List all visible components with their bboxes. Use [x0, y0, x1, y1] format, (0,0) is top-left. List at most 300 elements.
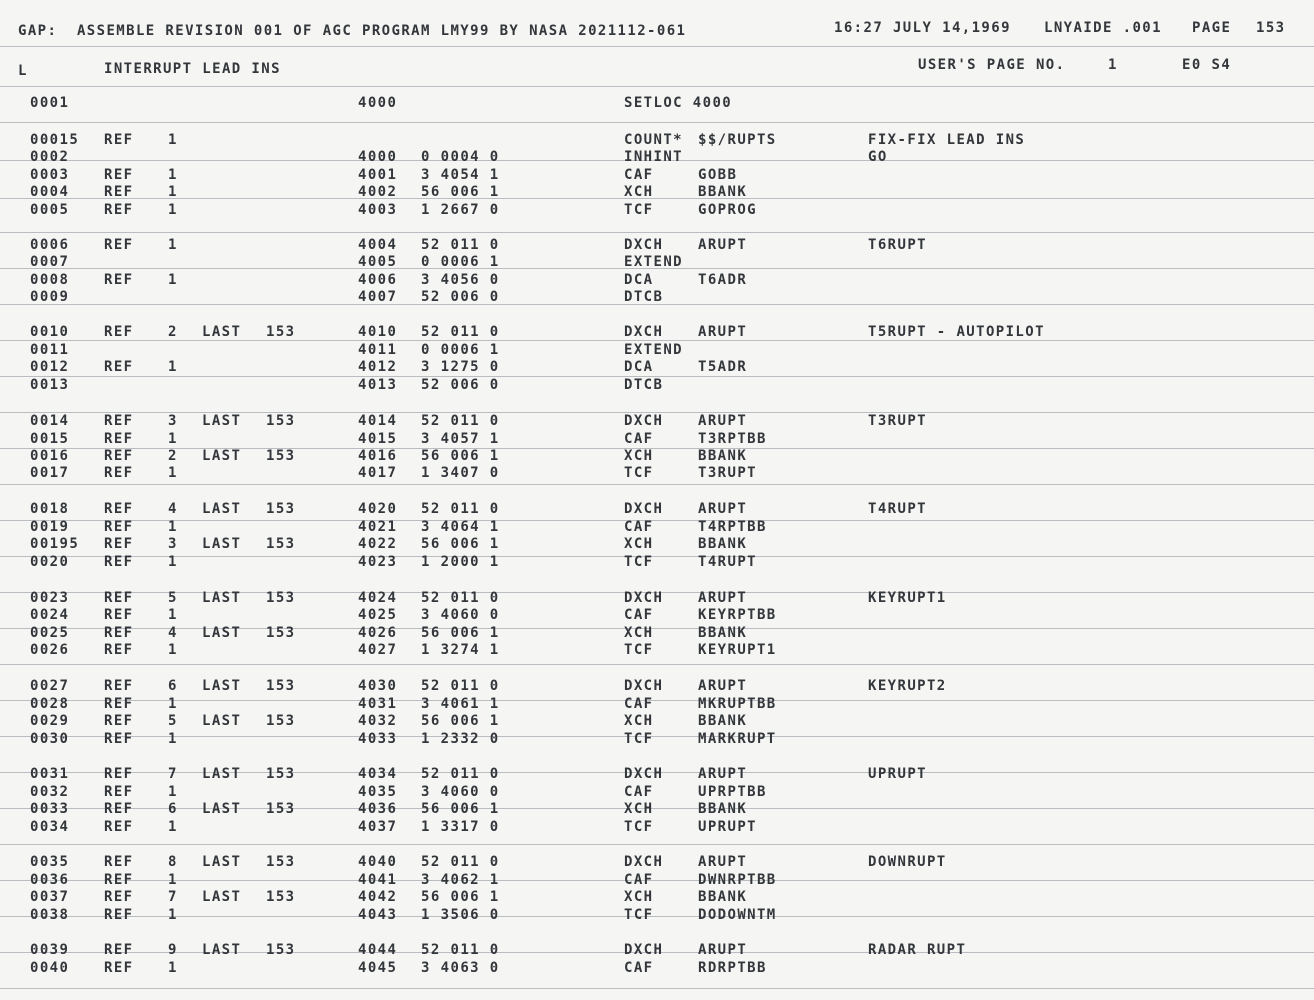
cell-last: LAST [202, 854, 242, 870]
cell-comment: T5RUPT - AUTOPILOT [868, 324, 1045, 340]
cell-addr: 4042 [358, 889, 398, 905]
cell-arg: MKRUPTBB [698, 696, 777, 712]
cell-line: 0004 [30, 184, 70, 200]
cell-addr: 4007 [358, 289, 398, 305]
cell-op: CAF [624, 784, 654, 800]
cell-addr: 4013 [358, 377, 398, 393]
cell-page: 153 [266, 889, 296, 905]
cell-op: INHINT [624, 149, 683, 165]
cell-ref: REF [104, 431, 134, 447]
cell-comment: T4RUPT [868, 501, 927, 517]
left-mark: L [18, 63, 28, 79]
cell-op: SETLOC 4000 [624, 95, 733, 111]
cell-arg: ARUPT [698, 678, 748, 694]
cell-op: COUNT* [624, 132, 683, 148]
cell-line: 0003 [30, 167, 70, 183]
cell-line: 0036 [30, 872, 70, 888]
cell-op: DXCH [624, 324, 664, 340]
cell-line: 0007 [30, 254, 70, 270]
cell-addr: 4010 [358, 324, 398, 340]
cell-ref: REF [104, 413, 134, 429]
cell-page: 153 [266, 854, 296, 870]
cell-arg: RDRPTBB [698, 960, 767, 976]
paper-rule [0, 808, 1314, 809]
cell-line: 0027 [30, 678, 70, 694]
cell-op: DXCH [624, 501, 664, 517]
cell-count: 1 [168, 431, 178, 447]
cell-line: 0014 [30, 413, 70, 429]
cell-page: 153 [266, 766, 296, 782]
cell-ref: REF [104, 184, 134, 200]
cell-addr: 4006 [358, 272, 398, 288]
cell-arg: ARUPT [698, 854, 748, 870]
cell-code: 52 011 0 [421, 501, 500, 517]
cell-code: 1 3317 0 [421, 819, 500, 835]
cell-op: DCA [624, 359, 654, 375]
cell-op: TCF [624, 819, 654, 835]
cell-line: 0015 [30, 431, 70, 447]
cell-addr: 4040 [358, 854, 398, 870]
cell-arg: BBANK [698, 536, 748, 552]
cell-code: 3 4056 0 [421, 272, 500, 288]
cell-op: TCF [624, 465, 654, 481]
cell-arg: DODOWNTM [698, 907, 777, 923]
cell-code: 56 006 1 [421, 448, 500, 464]
cell-arg: T6ADR [698, 272, 748, 288]
cell-line: 0024 [30, 607, 70, 623]
cell-ref: REF [104, 872, 134, 888]
cell-line: 0002 [30, 149, 70, 165]
cell-line: 0011 [30, 342, 70, 358]
cell-count: 1 [168, 519, 178, 535]
cell-comment: FIX-FIX LEAD INS [868, 132, 1026, 148]
cell-addr: 4021 [358, 519, 398, 535]
cell-line: 0016 [30, 448, 70, 464]
cell-ref: REF [104, 678, 134, 694]
cell-code: 56 006 1 [421, 536, 500, 552]
cell-line: 0039 [30, 942, 70, 958]
cell-count: 6 [168, 801, 178, 817]
paper-rule [0, 122, 1314, 123]
cell-addr: 4003 [358, 202, 398, 218]
cell-line: 0030 [30, 731, 70, 747]
cell-count: 1 [168, 132, 178, 148]
cell-ref: REF [104, 237, 134, 253]
paper-rule [0, 556, 1314, 557]
cell-last: LAST [202, 678, 242, 694]
users-page-number: 1 [1108, 57, 1118, 73]
cell-addr: 4033 [358, 731, 398, 747]
cell-code: 3 4063 0 [421, 960, 500, 976]
cell-ref: REF [104, 766, 134, 782]
cell-addr: 4005 [358, 254, 398, 270]
cell-line: 00015 [30, 132, 80, 148]
cell-arg: ARUPT [698, 942, 748, 958]
cell-ref: REF [104, 448, 134, 464]
cell-comment: T3RUPT [868, 413, 927, 429]
cell-addr: 4041 [358, 872, 398, 888]
cell-count: 1 [168, 960, 178, 976]
cell-arg: BBANK [698, 713, 748, 729]
cell-addr: 4002 [358, 184, 398, 200]
cell-ref: REF [104, 942, 134, 958]
cell-ref: REF [104, 359, 134, 375]
cell-line: 0034 [30, 819, 70, 835]
cell-count: 1 [168, 202, 178, 218]
cell-arg: MARKRUPT [698, 731, 777, 747]
cell-count: 3 [168, 536, 178, 552]
cell-code: 1 2332 0 [421, 731, 500, 747]
cell-op: TCF [624, 907, 654, 923]
cell-arg: DWNRPTBB [698, 872, 777, 888]
listing-title: GAP: ASSEMBLE REVISION 001 OF AGC PROGRAM LMY99 BY NASA 2021112-061 [18, 23, 687, 39]
cell-line: 0009 [30, 289, 70, 305]
cell-code: 52 011 0 [421, 324, 500, 340]
cell-page: 153 [266, 801, 296, 817]
cell-code: 52 011 0 [421, 413, 500, 429]
cell-code: 3 4064 1 [421, 519, 500, 535]
cell-arg: GOPROG [698, 202, 757, 218]
cell-count: 1 [168, 237, 178, 253]
cell-addr: 4043 [358, 907, 398, 923]
cell-addr: 4014 [358, 413, 398, 429]
cell-last: LAST [202, 413, 242, 429]
cell-count: 1 [168, 272, 178, 288]
cell-count: 1 [168, 465, 178, 481]
cell-page: 153 [266, 536, 296, 552]
cell-op: XCH [624, 184, 654, 200]
paper-rule [0, 844, 1314, 845]
cell-line: 00195 [30, 536, 80, 552]
cell-addr: 4032 [358, 713, 398, 729]
cell-code: 56 006 1 [421, 713, 500, 729]
paper-rule [0, 484, 1314, 485]
cell-op: EXTEND [624, 342, 683, 358]
cell-addr: 4015 [358, 431, 398, 447]
cell-line: 0029 [30, 713, 70, 729]
cell-code: 52 011 0 [421, 942, 500, 958]
cell-count: 8 [168, 854, 178, 870]
cell-code: 3 4062 1 [421, 872, 500, 888]
cell-ref: REF [104, 854, 134, 870]
cell-count: 6 [168, 678, 178, 694]
cell-comment: KEYRUPT2 [868, 678, 947, 694]
cell-line: 0032 [30, 784, 70, 800]
cell-ref: REF [104, 132, 134, 148]
cell-page: 153 [266, 501, 296, 517]
cell-op: DXCH [624, 678, 664, 694]
cell-last: LAST [202, 801, 242, 817]
paper-rule [0, 198, 1314, 199]
page-label: PAGE [1192, 20, 1232, 36]
cell-ref: REF [104, 642, 134, 658]
cell-code: 56 006 1 [421, 184, 500, 200]
cell-addr: 4026 [358, 625, 398, 641]
cell-last: LAST [202, 625, 242, 641]
cell-count: 4 [168, 501, 178, 517]
paper-rule [0, 988, 1314, 989]
cell-op: TCF [624, 642, 654, 658]
cell-arg: BBANK [698, 448, 748, 464]
cell-page: 153 [266, 413, 296, 429]
cell-count: 1 [168, 872, 178, 888]
cell-arg: ARUPT [698, 237, 748, 253]
cell-addr: 4044 [358, 942, 398, 958]
cell-op: DXCH [624, 766, 664, 782]
paper-rule [0, 520, 1314, 521]
cell-op: DXCH [624, 590, 664, 606]
cell-count: 1 [168, 184, 178, 200]
cell-ref: REF [104, 713, 134, 729]
cell-ref: REF [104, 625, 134, 641]
cell-last: LAST [202, 324, 242, 340]
cell-arg: UPRPTBB [698, 784, 767, 800]
cell-ref: REF [104, 731, 134, 747]
cell-code: 52 011 0 [421, 237, 500, 253]
cell-line: 0020 [30, 554, 70, 570]
cell-op: CAF [624, 960, 654, 976]
cell-addr: 4022 [358, 536, 398, 552]
cell-addr: 4045 [358, 960, 398, 976]
cell-addr: 4004 [358, 237, 398, 253]
cell-line: 0028 [30, 696, 70, 712]
cell-op: TCF [624, 731, 654, 747]
cell-comment: KEYRUPT1 [868, 590, 947, 606]
cell-line: 0033 [30, 801, 70, 817]
paper-rule [0, 916, 1314, 917]
cell-op: XCH [624, 889, 654, 905]
cell-page: 153 [266, 942, 296, 958]
cell-code: 56 006 1 [421, 625, 500, 641]
cell-code: 3 4057 1 [421, 431, 500, 447]
cell-code: 0 0006 1 [421, 342, 500, 358]
cell-code: 3 1275 0 [421, 359, 500, 375]
cell-line: 0005 [30, 202, 70, 218]
cell-line: 0008 [30, 272, 70, 288]
paper-rule [0, 880, 1314, 881]
cell-page: 153 [266, 324, 296, 340]
cell-code: 52 011 0 [421, 678, 500, 694]
cell-arg: $$/RUPTS [698, 132, 777, 148]
cell-addr: 4023 [358, 554, 398, 570]
cell-code: 56 006 1 [421, 889, 500, 905]
cell-code: 1 2000 1 [421, 554, 500, 570]
cell-code: 56 006 1 [421, 801, 500, 817]
cell-page: 153 [266, 590, 296, 606]
cell-op: DTCB [624, 377, 664, 393]
cell-last: LAST [202, 713, 242, 729]
cell-line: 0010 [30, 324, 70, 340]
cell-line: 0001 [30, 95, 70, 111]
cell-count: 2 [168, 448, 178, 464]
cell-count: 1 [168, 907, 178, 923]
section-title: INTERRUPT LEAD INS [104, 61, 281, 77]
section-code: E0 S4 [1182, 57, 1232, 73]
cell-count: 1 [168, 167, 178, 183]
cell-page: 153 [266, 448, 296, 464]
cell-count: 1 [168, 642, 178, 658]
cell-op: CAF [624, 696, 654, 712]
cell-op: CAF [624, 431, 654, 447]
cell-addr: 4012 [358, 359, 398, 375]
cell-comment: T6RUPT [868, 237, 927, 253]
cell-count: 9 [168, 942, 178, 958]
cell-code: 0 0006 1 [421, 254, 500, 270]
cell-count: 1 [168, 731, 178, 747]
cell-last: LAST [202, 766, 242, 782]
cell-addr: 4016 [358, 448, 398, 464]
cell-arg: T4RUPT [698, 554, 757, 570]
cell-line: 0031 [30, 766, 70, 782]
cell-addr: 4024 [358, 590, 398, 606]
cell-op: XCH [624, 713, 654, 729]
cell-ref: REF [104, 784, 134, 800]
cell-code: 0 0004 0 [421, 149, 500, 165]
cell-code: 52 006 0 [421, 377, 500, 393]
cell-code: 52 011 0 [421, 590, 500, 606]
cell-code: 1 3274 1 [421, 642, 500, 658]
cell-code: 1 3506 0 [421, 907, 500, 923]
cell-addr: 4031 [358, 696, 398, 712]
cell-ref: REF [104, 590, 134, 606]
cell-arg: ARUPT [698, 501, 748, 517]
cell-count: 7 [168, 889, 178, 905]
cell-line: 0006 [30, 237, 70, 253]
cell-arg: ARUPT [698, 324, 748, 340]
cell-ref: REF [104, 465, 134, 481]
cell-code: 52 011 0 [421, 766, 500, 782]
cell-count: 1 [168, 359, 178, 375]
cell-line: 0013 [30, 377, 70, 393]
cell-arg: KEYRUPT1 [698, 642, 777, 658]
cell-arg: T4RPTBB [698, 519, 767, 535]
cell-code: 3 4054 1 [421, 167, 500, 183]
cell-ref: REF [104, 324, 134, 340]
cell-line: 0023 [30, 590, 70, 606]
paper-rule [0, 700, 1314, 701]
cell-last: LAST [202, 889, 242, 905]
cell-arg: ARUPT [698, 413, 748, 429]
cell-ref: REF [104, 272, 134, 288]
cell-code: 3 4060 0 [421, 607, 500, 623]
cell-count: 1 [168, 819, 178, 835]
cell-comment: UPRUPT [868, 766, 927, 782]
paper-rule [0, 46, 1314, 47]
paper-rule [0, 736, 1314, 737]
cell-line: 0026 [30, 642, 70, 658]
cell-op: DXCH [624, 854, 664, 870]
cell-line: 0012 [30, 359, 70, 375]
cell-page: 153 [266, 678, 296, 694]
cell-op: TCF [624, 554, 654, 570]
cell-code: 52 006 0 [421, 289, 500, 305]
program-id: LNYAIDE .001 [1044, 20, 1162, 36]
paper-rule [0, 448, 1314, 449]
cell-op: TCF [624, 202, 654, 218]
cell-addr: 4034 [358, 766, 398, 782]
cell-addr: 4030 [358, 678, 398, 694]
paper-rule [0, 86, 1314, 87]
cell-arg: BBANK [698, 801, 748, 817]
cell-addr: 4001 [358, 167, 398, 183]
cell-count: 4 [168, 625, 178, 641]
cell-count: 7 [168, 766, 178, 782]
cell-ref: REF [104, 696, 134, 712]
cell-addr: 4017 [358, 465, 398, 481]
cell-addr: 4035 [358, 784, 398, 800]
cell-last: LAST [202, 448, 242, 464]
cell-op: DCA [624, 272, 654, 288]
cell-op: CAF [624, 519, 654, 535]
cell-comment: RADAR RUPT [868, 942, 967, 958]
cell-comment: DOWNRUPT [868, 854, 947, 870]
cell-addr: 4011 [358, 342, 398, 358]
cell-op: XCH [624, 625, 654, 641]
cell-arg: GOBB [698, 167, 738, 183]
cell-count: 3 [168, 413, 178, 429]
cell-last: LAST [202, 590, 242, 606]
cell-op: DXCH [624, 413, 664, 429]
cell-arg: UPRUPT [698, 819, 757, 835]
cell-ref: REF [104, 819, 134, 835]
cell-code: 1 2667 0 [421, 202, 500, 218]
cell-op: EXTEND [624, 254, 683, 270]
cell-op: XCH [624, 448, 654, 464]
cell-count: 2 [168, 324, 178, 340]
cell-ref: REF [104, 889, 134, 905]
cell-arg: BBANK [698, 889, 748, 905]
cell-addr: 4000 [358, 95, 398, 111]
cell-code: 1 3407 0 [421, 465, 500, 481]
cell-page: 153 [266, 713, 296, 729]
cell-count: 1 [168, 607, 178, 623]
cell-arg: ARUPT [698, 766, 748, 782]
cell-op: XCH [624, 801, 654, 817]
cell-line: 0017 [30, 465, 70, 481]
cell-addr: 4027 [358, 642, 398, 658]
page-number: 153 [1256, 20, 1286, 36]
cell-count: 1 [168, 784, 178, 800]
cell-comment: GO [868, 149, 888, 165]
cell-arg: ARUPT [698, 590, 748, 606]
cell-ref: REF [104, 801, 134, 817]
cell-op: DXCH [624, 237, 664, 253]
cell-code: 52 011 0 [421, 854, 500, 870]
cell-op: CAF [624, 872, 654, 888]
cell-line: 0025 [30, 625, 70, 641]
cell-ref: REF [104, 202, 134, 218]
cell-addr: 4037 [358, 819, 398, 835]
paper-rule [0, 664, 1314, 665]
users-page-label: USER'S PAGE NO. [918, 57, 1066, 73]
cell-line: 0018 [30, 501, 70, 517]
cell-op: DXCH [624, 942, 664, 958]
cell-page: 153 [266, 625, 296, 641]
cell-ref: REF [104, 607, 134, 623]
cell-last: LAST [202, 536, 242, 552]
cell-last: LAST [202, 501, 242, 517]
paper-rule [0, 628, 1314, 629]
cell-addr: 4020 [358, 501, 398, 517]
cell-arg: T3RPTBB [698, 431, 767, 447]
cell-ref: REF [104, 536, 134, 552]
cell-ref: REF [104, 554, 134, 570]
cell-ref: REF [104, 167, 134, 183]
cell-ref: REF [104, 519, 134, 535]
cell-arg: T3RUPT [698, 465, 757, 481]
cell-ref: REF [104, 501, 134, 517]
cell-code: 3 4060 0 [421, 784, 500, 800]
